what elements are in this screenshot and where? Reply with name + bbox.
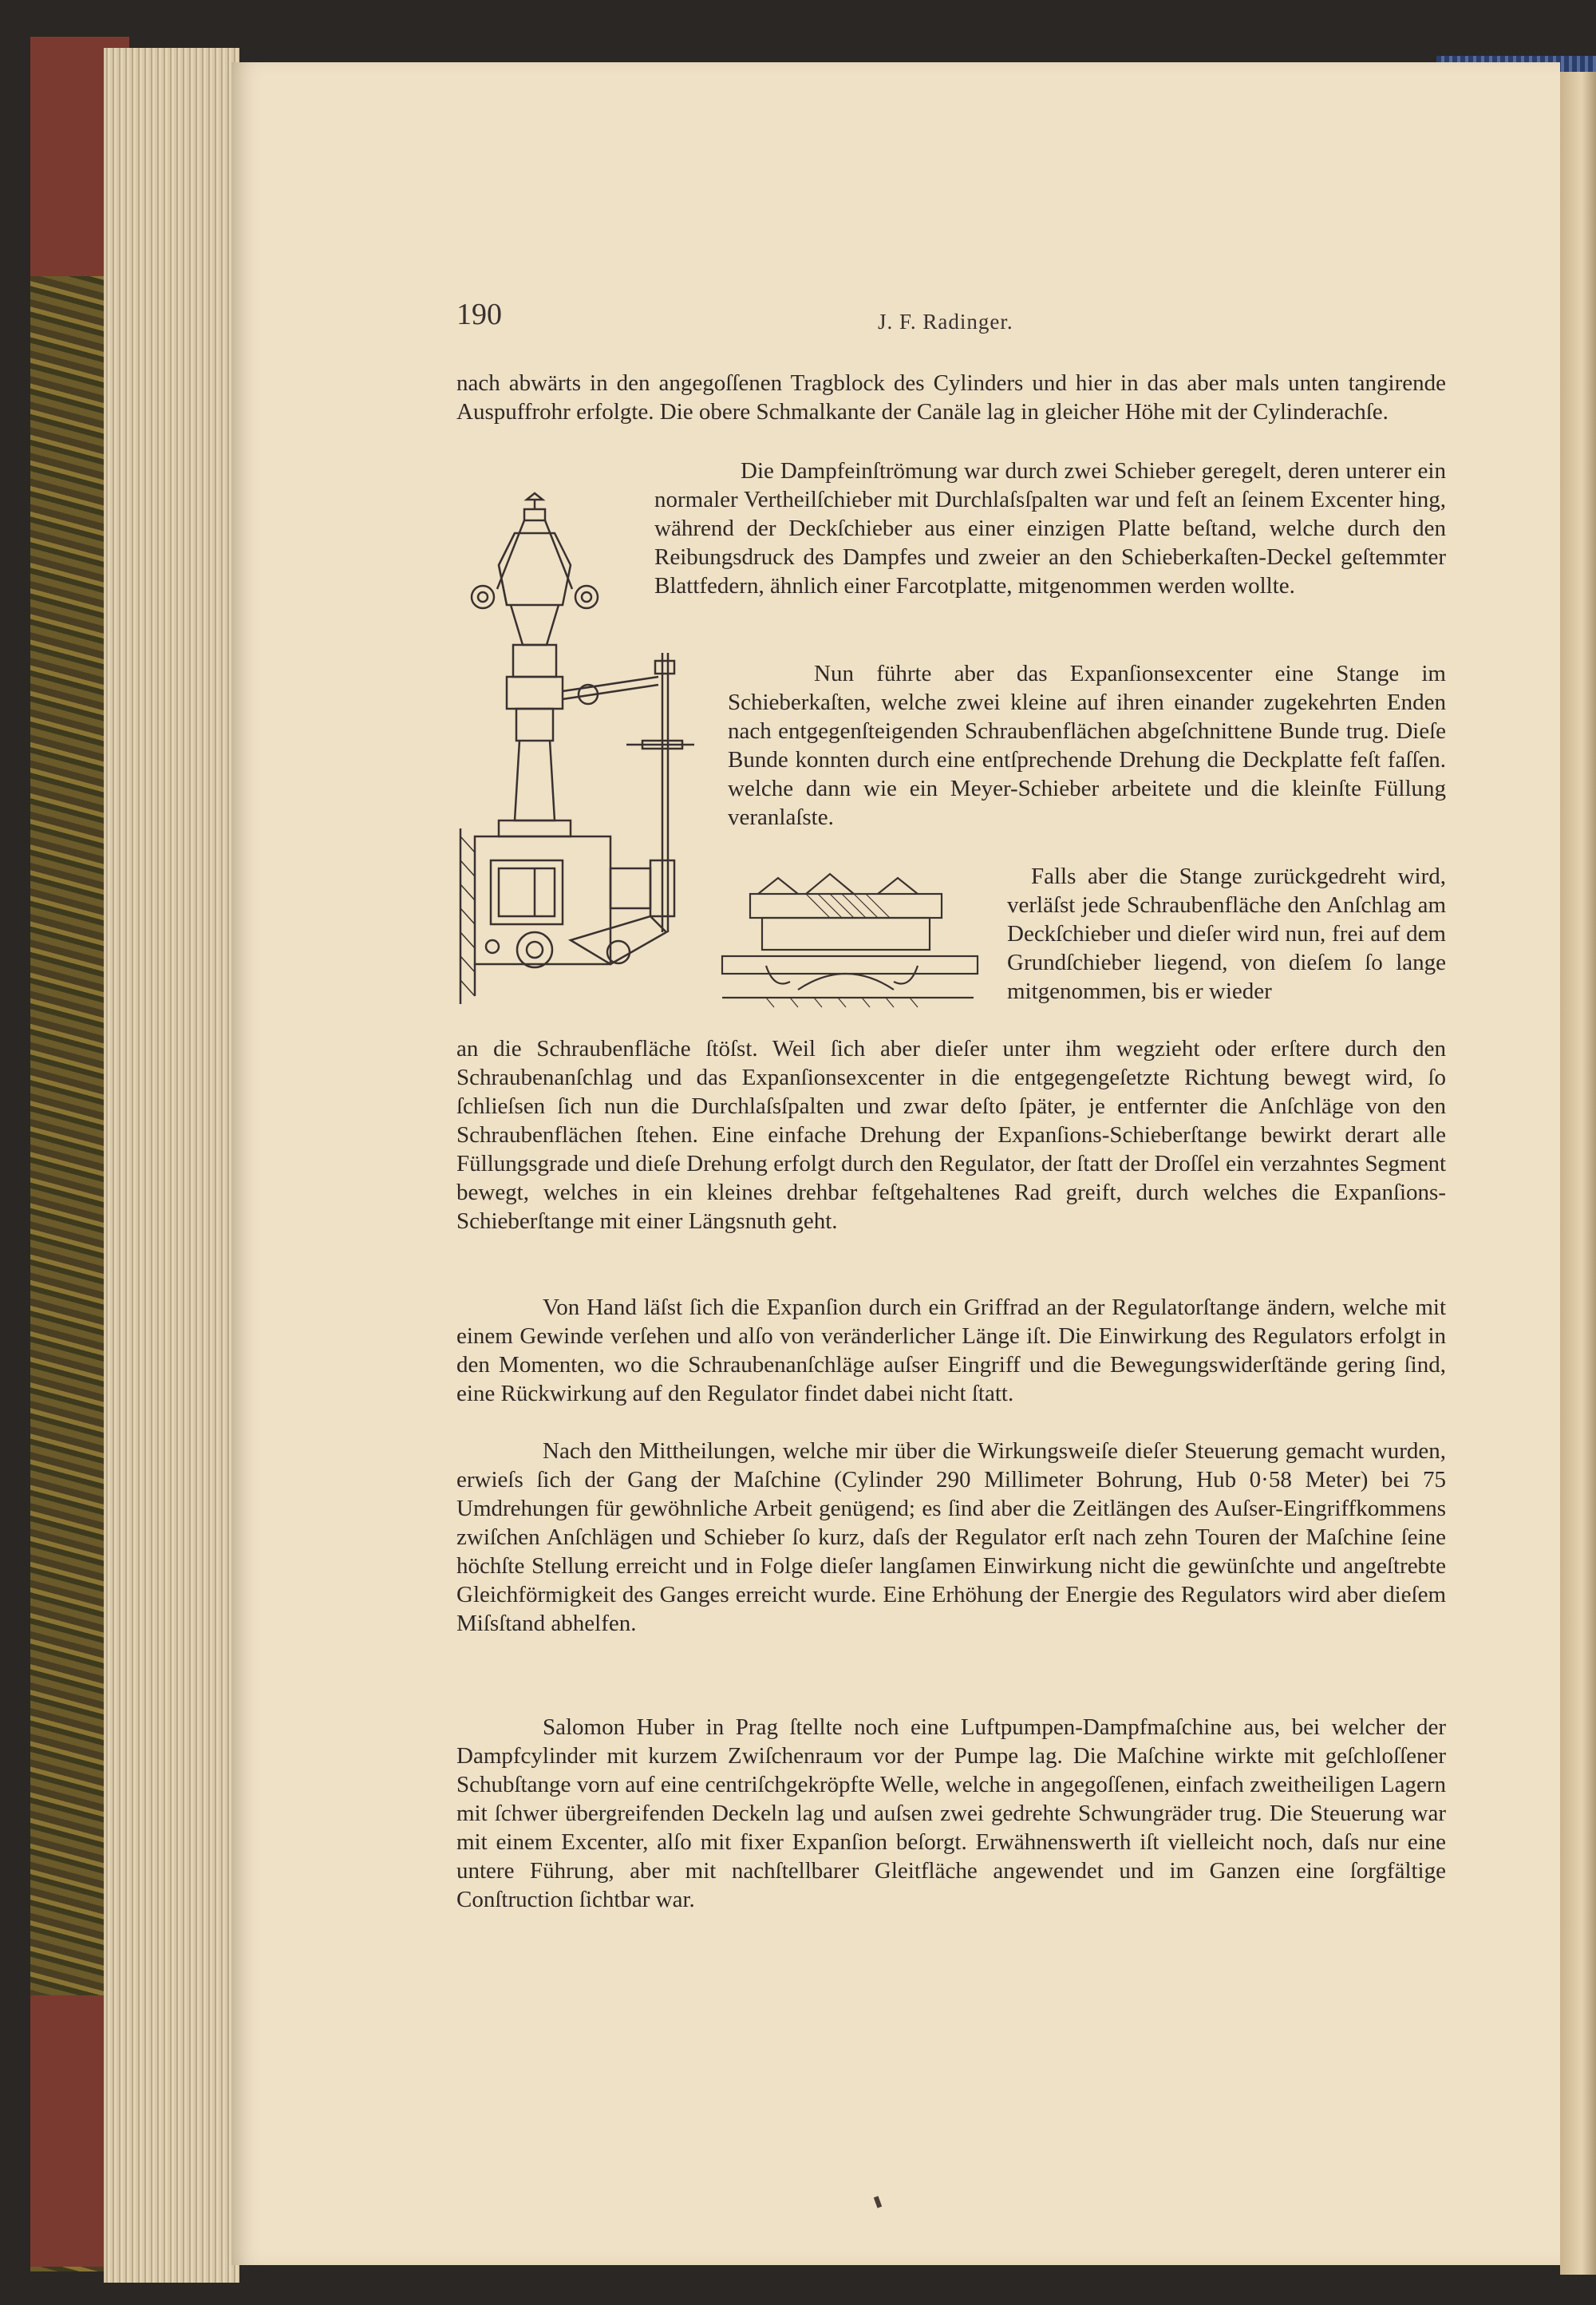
paragraph-4-continued: an die Schraubenfläche ſtöſst. Weil ſich aber dieſer unter ihm wegzieht oder erſtere durch den Schraubenanſchlag und das Expanſionsexcenter in die entgegengeſetzte Richtung bewegt wird, ſo ſchlieſsen ſich nun die Durchlaſsſpalten und zwar deſto ſpäter, je entfernter die Anſchläge von den Schraubenflächen ſtehen. Eine einfache Drehung der Expanſions-Schieberſtange bewirkt derart alle Füllungsgrade und dieſe Drehung erfolgt durch den Regulator, der ſtatt der Droſſel ein verzahntes Segment bewegt, welches in ein kleines drehbar feſtgehaltenes Rad greift, durch welches die Expanſions-Schieberſtange mit einer Längsnuth geht. xyxy=(456,1036,1446,1234)
paragraph-1: nach abwärts in den angegoſſenen Tragblock des Cylinders und hier in das aber mals unten tangirende Auspuffrohr erfolgte. Die obere Schmalkante der Canäle lag in gleicher Höhe mit der Cylinderachſe. xyxy=(456,370,1446,425)
paragraph-2: Die Dampfeinſtrömung war durch zwei Schieber geregelt, deren unterer ein normaler Vertheilſchieber mit Durchlaſsſpalten war und feſt an ſeinem Excenter hing, während der Deckſchieber aus einer einzigen Platte beſtand, welche durch den Reibungsdruck des Dampfes und zweier an den Schieberkaſten-Deckel geſtemmter Blattfedern, ähnlich einer Farcotplatte, mitgenommen werden wollte. xyxy=(654,458,1446,599)
paragraph-6: Nach den Mittheilungen, welche mir über die Wirkungsweiſe dieſer Steuerung gemacht wurden, erwieſs ſich der Gang der Maſchine (Cylinder 290 Millimeter Bohrung, Hub 0·58 Meter) bei 75 Umdrehungen für gewöhnliche Arbeit genügend; es ſind aber die Zeitlängen des Auſser-Eingriffkommens zwiſchen Anſchlägen und Schieber ſo kurz, daſs der Regulator erſt nach zehn Touren der Maſchine ſeine höchſte Stellung erreicht und in Folge dieſer langſamen Einwirkung nicht die gewünſchte und angeſtrebte Gleichförmigkeit des Ganges erreicht wurde. Eine Erhöhung der Energie des Regulators wird aber dieſem Miſsſtand abhelfen. xyxy=(456,1438,1446,1636)
running-head: J. F. Radinger. xyxy=(878,310,1013,334)
paragraph-4-start: Falls aber die Stange zurückgedreht wird, verläſst jede Schraubenfläche den Anſchlag am Deckſchieber und dieſer wird nun, frei auf dem Grundſchieber liegend, von dieſem ſo lange mitgenommen, bis er wieder xyxy=(1007,864,1446,1004)
paragraph-5: Von Hand läſst ſich die Expanſion durch ein Griffrad an der Regulatorſtange ändern, welche mit einem Gewinde verſehen und alſo von veränderlicher Länge iſt. Die Einwirkung des Regulators erfolgt in den Momenten, wo die Schraubenanſchläge auſser Eingriff und die Bewegungswiderſtände gering ſind, eine Rückwirkung auf den Regulator findet dabei nicht ſtatt. xyxy=(456,1295,1446,1406)
governor-and-valve-gear-drawing xyxy=(451,485,706,1012)
paragraph-3: Nun führte aber das Expanſionsexcenter eine Stange im Schieberkaſten, welche zwei kleine auf ihren einander zugekehrten Enden nach entgegenſteigenden Schraubenflächen abgeſchnittene Bunde trug. Dieſe Bunde konnten durch eine entſprechende Drehung die Deckplatte feſt faſſen. welche dann wie ein Meyer-Schieber arbeitete und die kleinſte Füllung veranlaſste. xyxy=(728,661,1446,830)
paragraph-7: Salomon Huber in Prag ſtellte noch eine Luftpumpen-Dampfmaſchine aus, bei welcher der Dampfcylinder mit kurzem Zwiſchenraum vor der Pumpe lag. Die Maſchine wirkte mit geſchloſſener Schubſtange vorn auf eine centriſchgekröpfte Welle, welche in angegoſſenen, einfach zweitheiligen Lagern mit ſchwer übergreifenden Deckeln lag und auſsen zwei gedrehte Schwungräder trug. Die Steuerung war mit einem Excenter, alſo mit fixer Expanſion beſorgt. Erwähnenswerth iſt vielleicht noch, daſs nur eine untere Führung, aber mit nachſtellbarer Gleitfläche angewendet und im Ganzen eine ſorgfältige Conſtruction ſichtbar war. xyxy=(456,1714,1446,1912)
page-edges xyxy=(104,48,239,2283)
page-number: 190 xyxy=(456,298,502,331)
facing-page-edge xyxy=(1560,72,1596,2275)
slide-valve-section-drawing xyxy=(718,870,982,1014)
